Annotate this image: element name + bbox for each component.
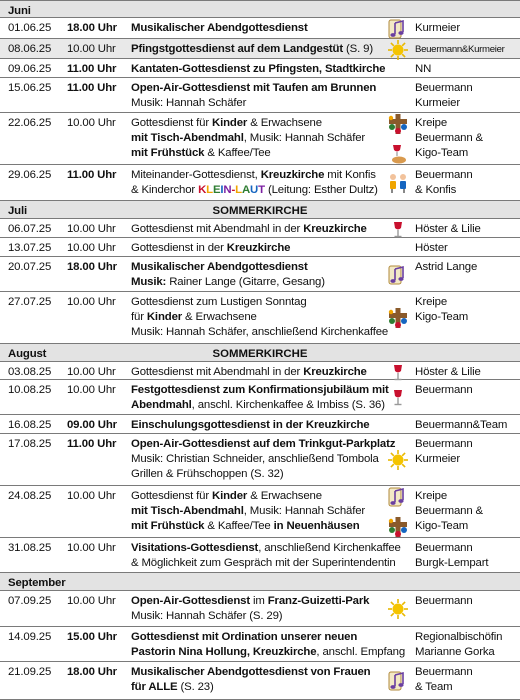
- text: Gottesdienst in der: [131, 242, 227, 254]
- officiant: [415, 437, 519, 467]
- officiant-line: Beuermann: [415, 542, 473, 554]
- text: (S. 9): [343, 43, 373, 55]
- music-note-icon: [387, 486, 409, 508]
- officiant: [415, 116, 519, 161]
- officiant-line: Beuermann: [415, 169, 473, 181]
- table-row: [0, 380, 520, 415]
- officiant-line: Höster: [415, 242, 448, 254]
- section-label: SOMMERKIRCHE: [212, 205, 308, 217]
- bold-text: Kreuzkirche: [226, 242, 291, 254]
- officiant-line: Kigo-Team: [415, 147, 469, 159]
- officiant-line: Höster & Lilie: [415, 223, 481, 235]
- officiant: [415, 630, 519, 660]
- text: Rainer Lange (Gitarre, Gesang): [166, 276, 325, 288]
- bold-text: Kinder: [212, 117, 248, 129]
- event-time: 10.00 Uhr: [67, 366, 116, 378]
- event-date: 27.07.25: [8, 296, 52, 308]
- description-line: [131, 62, 386, 77]
- month-header: [0, 573, 520, 591]
- table-row: [0, 415, 520, 434]
- bold-text: Pfingstgottesdienst auf dem Landgestüt: [131, 43, 343, 55]
- event-description: [131, 383, 389, 413]
- officiant-line: Kurmeier: [415, 97, 461, 109]
- text: , anschl. Kirchenkaffee & Imbiss (S. 36): [191, 399, 385, 411]
- event-time: 10.00 Uhr: [67, 490, 116, 502]
- description-line: [131, 222, 386, 237]
- text: & Erwachsene: [182, 311, 257, 323]
- text: & Kaffee/Tee: [204, 520, 274, 532]
- bold-text: Gottesdienst mit Ordination unserer neuen: [131, 631, 358, 643]
- section-label: SOMMERKIRCHE: [212, 348, 308, 360]
- officiant-line: NN: [415, 63, 432, 75]
- event-date: 15.06.25: [8, 82, 52, 94]
- officiant-line: Kurmeier: [415, 453, 461, 465]
- bold-text: Einschulungsgottesdienst in der Kreuzkirche: [131, 419, 370, 431]
- description-line: [131, 556, 396, 571]
- text: , Musik: Hannah Schäfer: [243, 505, 366, 517]
- bold-text: Abendmahl: [131, 399, 192, 411]
- text: Grillen & Frühschoppen (S. 32): [131, 468, 284, 480]
- event-time: 10.00 Uhr: [67, 384, 116, 396]
- month-label: September: [8, 577, 66, 589]
- officiant-line: & Konfis: [415, 184, 457, 196]
- wine-icon: [387, 387, 409, 409]
- text: im: [250, 595, 268, 607]
- officiant-line: Höster & Lilie: [415, 366, 481, 378]
- officiant-line: Beuermann: [415, 82, 473, 94]
- event-time: 10.00 Uhr: [67, 223, 116, 235]
- officiant-line: Astrid Lange: [415, 261, 478, 273]
- text: Musik: Hannah Schäfer, anschließend Kirchenkaffee: [131, 326, 389, 338]
- officiant-line: Kreipe: [415, 296, 448, 308]
- klein-laut-letter: -: [231, 184, 236, 196]
- text: mit Konfis: [324, 169, 376, 181]
- klein-laut-letter: E: [212, 184, 221, 196]
- text: Gottesdienst für: [131, 490, 213, 502]
- description-line: [131, 630, 386, 645]
- event-date: 09.06.25: [8, 63, 52, 75]
- officiant-line: Beuermann&Kurmeier: [415, 44, 505, 55]
- description-line: [131, 418, 386, 433]
- table-row: [0, 238, 520, 257]
- event-date: 07.09.25: [8, 595, 52, 607]
- row-icons: [381, 39, 413, 58]
- month-label: August: [8, 348, 47, 360]
- officiant: [415, 42, 519, 57]
- event-time: 10.00 Uhr: [67, 542, 116, 554]
- bold-text: Visitations-Gottesdienst: [131, 542, 259, 554]
- event-time: 18.00 Uhr: [67, 666, 117, 678]
- music-note-icon: [387, 264, 409, 286]
- table-row: [0, 78, 520, 113]
- text: , anschließend Kirchenkaffee: [258, 542, 401, 554]
- officiant: [415, 21, 519, 36]
- klein-laut-letter: T: [258, 184, 265, 196]
- bold-text: Kreuzkirche: [303, 366, 367, 378]
- text: & Möglichkeit zum Gespräch mit der Superintendentin: [131, 557, 396, 569]
- event-description: [131, 81, 386, 111]
- officiant-line: Kigo-Team: [415, 311, 469, 323]
- description-line: [131, 183, 386, 198]
- description-line: [131, 116, 386, 131]
- table-row: [0, 18, 520, 39]
- table-row: [0, 257, 520, 292]
- description-line: [131, 365, 386, 380]
- event-date: 14.09.25: [8, 631, 52, 643]
- bold-text: Open-Air-Gottesdienst mit Taufen am Brunnen: [131, 82, 377, 94]
- text: Gottesdienst mit Abendmahl in der: [131, 223, 304, 235]
- description-line: [131, 467, 386, 482]
- bold-text: Pastorin Nina Hollung, Kreuzkirche: [131, 646, 317, 658]
- event-description: [131, 260, 386, 290]
- month-label: Juli: [8, 205, 28, 217]
- event-description: [131, 630, 406, 660]
- event-date: 06.07.25: [8, 223, 52, 235]
- description-line: [131, 21, 386, 36]
- event-description: [131, 116, 386, 161]
- text: Musik: Hannah Schäfer: [131, 97, 247, 109]
- officiant-line: Beuermann &: [415, 132, 484, 144]
- officiant-line: Kurmeier: [415, 22, 461, 34]
- description-line: [131, 131, 386, 146]
- bold-text: Open-Air-Gottesdienst: [131, 595, 250, 607]
- event-time: 10.00 Uhr: [67, 296, 116, 308]
- table-row: [0, 39, 520, 59]
- officiant: [415, 222, 519, 237]
- text: & Kaffee/Tee: [204, 147, 271, 159]
- event-description: [131, 437, 396, 482]
- row-icons: [381, 165, 413, 200]
- description-line: [131, 594, 386, 609]
- event-description: [131, 222, 386, 237]
- description-line: [131, 519, 386, 534]
- row-icons: [381, 380, 413, 414]
- text: Gottesdienst zum Lustigen Sonntag: [131, 296, 307, 308]
- description-line: [131, 383, 389, 398]
- bold-text: Musik:: [131, 276, 167, 288]
- event-time: 11.00 Uhr: [67, 438, 117, 450]
- event-date: 01.06.25: [8, 22, 52, 34]
- event-date: 24.08.25: [8, 490, 52, 502]
- music-note-icon: [387, 18, 409, 40]
- event-time: 11.00 Uhr: [67, 63, 117, 75]
- bold-text: Kinder: [146, 311, 183, 323]
- description-line: [131, 295, 386, 310]
- sun-icon: [387, 39, 409, 61]
- text: Gottesdienst für: [131, 117, 213, 129]
- event-description: [131, 541, 401, 571]
- event-time: 10.00 Uhr: [67, 242, 116, 254]
- klein-laut-letter: L: [235, 184, 242, 196]
- text: & Erwachsene: [247, 490, 322, 502]
- description-line: [131, 437, 396, 452]
- description-line: [131, 168, 386, 183]
- row-icons: [381, 591, 413, 626]
- officiant: [415, 383, 519, 398]
- event-time: 10.00 Uhr: [67, 43, 116, 55]
- bold-text: Franz-Guizetti-Park: [267, 595, 370, 607]
- description-line: [131, 680, 386, 695]
- bold-text: in Neuenhäusen: [273, 520, 360, 532]
- bold-text: Kreuzkirche: [260, 169, 325, 181]
- event-time: 15.00 Uhr: [67, 631, 117, 643]
- description-line: [131, 96, 386, 111]
- event-description: [131, 665, 386, 695]
- text: Musik: Christian Schneider, anschließend Tombola: [131, 453, 379, 465]
- officiant: [415, 365, 519, 380]
- description-line: [131, 260, 386, 275]
- event-time: 11.00 Uhr: [67, 82, 117, 94]
- bold-text: für ALLE: [131, 681, 178, 693]
- table-row: [0, 165, 520, 201]
- text: & Kinderchor: [131, 184, 199, 196]
- event-description: [131, 418, 386, 433]
- bold-text: Festgottesdienst zum Konfirmationsjubiläum mit: [131, 384, 389, 396]
- event-description: [131, 21, 386, 36]
- event-date: 03.08.25: [8, 366, 52, 378]
- officiant: [415, 241, 519, 256]
- table-row: [0, 292, 520, 344]
- event-date: 29.06.25: [8, 169, 52, 181]
- officiant-line: Beuermann: [415, 595, 473, 607]
- description-line: [131, 325, 389, 340]
- row-icons: [381, 219, 413, 237]
- table-row: [0, 434, 520, 486]
- event-time: 09.00 Uhr: [67, 419, 117, 431]
- event-description: [131, 42, 386, 57]
- row-icons: [381, 662, 413, 699]
- officiant-line: Regionalbischöfin: [415, 631, 503, 643]
- text: (S. 23): [177, 681, 214, 693]
- event-time: 18.00 Uhr: [67, 261, 117, 273]
- event-date: 17.08.25: [8, 438, 52, 450]
- officiant-line: Beuermann: [415, 384, 473, 396]
- officiant-line: Beuermann: [415, 666, 473, 678]
- officiant: [415, 81, 519, 111]
- description-line: [131, 241, 386, 256]
- event-date: 20.07.25: [8, 261, 52, 273]
- text: , Musik: Hannah Schäfer: [243, 132, 366, 144]
- wine-bread-icon: [387, 143, 409, 165]
- officiant: [415, 489, 519, 534]
- event-date: 31.08.25: [8, 542, 52, 554]
- bold-text: Open-Air-Gottesdienst auf dem Trinkgut-Parkplatz: [131, 438, 396, 450]
- event-date: 10.08.25: [8, 384, 52, 396]
- event-time: 10.00 Uhr: [67, 117, 116, 129]
- klein-laut-letter: I: [220, 184, 224, 196]
- description-line: [131, 146, 386, 161]
- event-date: 13.07.25: [8, 242, 52, 254]
- event-description: [131, 241, 386, 256]
- row-icons: [381, 362, 413, 379]
- officiant: [415, 295, 519, 325]
- event-description: [131, 365, 386, 380]
- row-icons: [381, 486, 413, 537]
- klein-laut-letter: L: [206, 184, 213, 196]
- officiant: [415, 260, 519, 275]
- event-date: 16.08.25: [8, 419, 52, 431]
- bold-text: Kinder: [212, 490, 248, 502]
- table-row: [0, 113, 520, 165]
- table-row: [0, 486, 520, 538]
- klein-laut-letter: U: [250, 184, 259, 196]
- event-date: 22.06.25: [8, 117, 52, 129]
- event-date: 21.09.25: [8, 666, 52, 678]
- officiant-line: Beuermann &: [415, 505, 484, 517]
- event-date: 08.06.25: [8, 43, 52, 55]
- bold-text: Musikalischer Abendgottesdienst: [131, 261, 308, 273]
- text: Miteinander-Gottesdienst,: [131, 169, 261, 181]
- text: , anschl. Empfang: [316, 646, 406, 658]
- sun-icon: [387, 449, 409, 471]
- officiant: [415, 594, 519, 609]
- sun-icon: [387, 598, 409, 620]
- text: Gottesdienst mit Abendmahl in der: [131, 366, 304, 378]
- children-icon: [387, 516, 409, 538]
- description-line: [131, 504, 386, 519]
- event-time: 18.00 Uhr: [67, 22, 117, 34]
- table-row: [0, 662, 520, 700]
- event-description: [131, 594, 386, 624]
- officiant-line: Marianne Gorka: [415, 646, 495, 658]
- event-description: [131, 295, 389, 340]
- officiant: [415, 418, 519, 433]
- children-icon: [387, 113, 409, 135]
- description-line: [131, 541, 401, 556]
- description-line: [131, 665, 386, 680]
- event-time: 11.00 Uhr: [67, 169, 117, 181]
- event-description: [131, 62, 386, 77]
- bold-text: mit Frühstück: [131, 147, 205, 159]
- bold-text: Musikalischer Abendgottesdienst von Frauen: [131, 666, 371, 678]
- music-note-icon: [387, 670, 409, 692]
- bold-text: mit Tisch-Abendmahl: [131, 132, 244, 144]
- table-row: [0, 59, 520, 78]
- officiant-line: Beuermann: [415, 438, 473, 450]
- table-row: [0, 538, 520, 573]
- officiant-line: Kreipe: [415, 117, 448, 129]
- text: für: [131, 311, 147, 323]
- table-row: [0, 627, 520, 662]
- bold-text: Kantaten-Gottesdienst zu Pfingsten, Stadtkirche: [131, 63, 386, 75]
- officiant-line: Kigo-Team: [415, 520, 469, 532]
- officiant: [415, 665, 519, 695]
- klein-laut-letter: N: [223, 184, 232, 196]
- table-row: [0, 591, 520, 627]
- month-header: [0, 344, 520, 362]
- text: (Leitung: Esther Dultz): [264, 184, 378, 196]
- officiant: [415, 62, 519, 77]
- bold-text: mit Tisch-Abendmahl: [131, 505, 244, 517]
- month-header: [0, 0, 520, 18]
- officiant-line: Kreipe: [415, 490, 448, 502]
- row-icons: [381, 18, 413, 38]
- klein-laut-letter: K: [198, 184, 207, 196]
- description-line: [131, 81, 386, 96]
- event-description: [131, 168, 386, 198]
- officiant: [415, 168, 519, 198]
- description-line: [131, 489, 386, 504]
- text: & Erwachsene: [247, 117, 322, 129]
- row-icons: [381, 292, 413, 343]
- klein-laut-letter: A: [241, 184, 251, 196]
- bold-text: Kreuzkirche: [303, 223, 367, 235]
- bold-text: Musikalischer Abendgottesdienst: [131, 22, 308, 34]
- description-line: [131, 398, 386, 413]
- officiant-line: & Team: [415, 681, 453, 693]
- event-time: 10.00 Uhr: [67, 595, 116, 607]
- row-icons: [381, 434, 413, 485]
- kids-icon: [387, 172, 409, 194]
- officiant-line: Beuermann&Team: [415, 419, 508, 431]
- description-line: [131, 42, 386, 57]
- officiant: [415, 541, 519, 571]
- table-row: [0, 362, 520, 380]
- description-line: [131, 452, 386, 467]
- table-row: [0, 219, 520, 238]
- row-icons: [381, 257, 413, 291]
- children-icon: [387, 307, 409, 329]
- description-line: [131, 310, 386, 325]
- event-description: [131, 489, 386, 534]
- description-line: [131, 275, 386, 290]
- bold-text: mit Frühstück: [131, 520, 205, 532]
- description-line: [131, 645, 406, 660]
- row-icons: [381, 113, 413, 164]
- description-line: [131, 609, 386, 624]
- officiant-line: Burgk-Lempart: [415, 557, 489, 569]
- klein-laut-name: [198, 184, 265, 196]
- text: Musik: Hannah Schäfer (S. 29): [131, 610, 283, 622]
- month-label: Juni: [8, 5, 31, 17]
- month-header: [0, 201, 520, 219]
